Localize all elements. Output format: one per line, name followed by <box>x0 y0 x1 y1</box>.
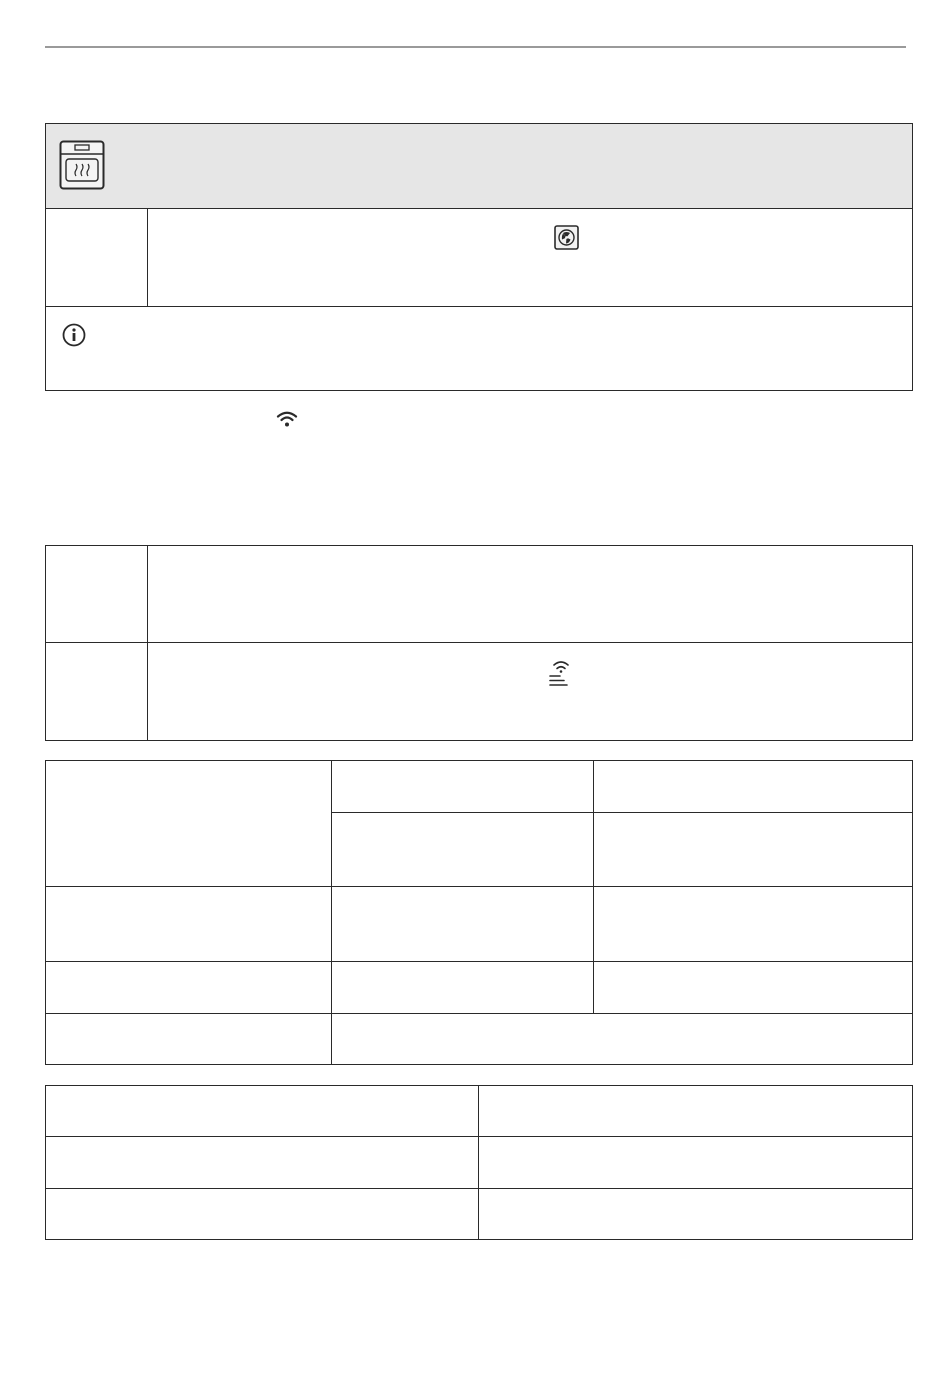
oven-heat-icon <box>59 140 105 190</box>
summary-table <box>45 1085 913 1240</box>
function-row-divider <box>147 209 148 306</box>
data-table-row-divider-4 <box>46 1013 912 1014</box>
wifi-icon <box>276 410 298 428</box>
data-table-col-divider-1 <box>331 761 332 1064</box>
info-row <box>46 306 912 390</box>
function-box <box>45 123 913 391</box>
settings-table-divider <box>147 546 148 740</box>
settings-table-row-2 <box>46 642 912 643</box>
info-icon <box>62 323 86 347</box>
top-rule <box>45 46 906 48</box>
data-table <box>45 760 913 1065</box>
summary-table-row-divider-2 <box>46 1188 912 1189</box>
data-table-row-divider-1 <box>332 812 912 813</box>
data-table-col-divider-2 <box>593 761 594 1013</box>
fan-icon <box>554 225 579 250</box>
steam-icon <box>548 659 570 687</box>
function-header <box>46 124 912 209</box>
function-row <box>46 208 912 306</box>
summary-table-col-divider <box>478 1086 479 1239</box>
data-table-row-divider-3 <box>46 961 912 962</box>
settings-table <box>45 545 913 741</box>
data-table-row-divider-2 <box>46 886 912 887</box>
summary-table-row-divider-1 <box>46 1136 912 1137</box>
